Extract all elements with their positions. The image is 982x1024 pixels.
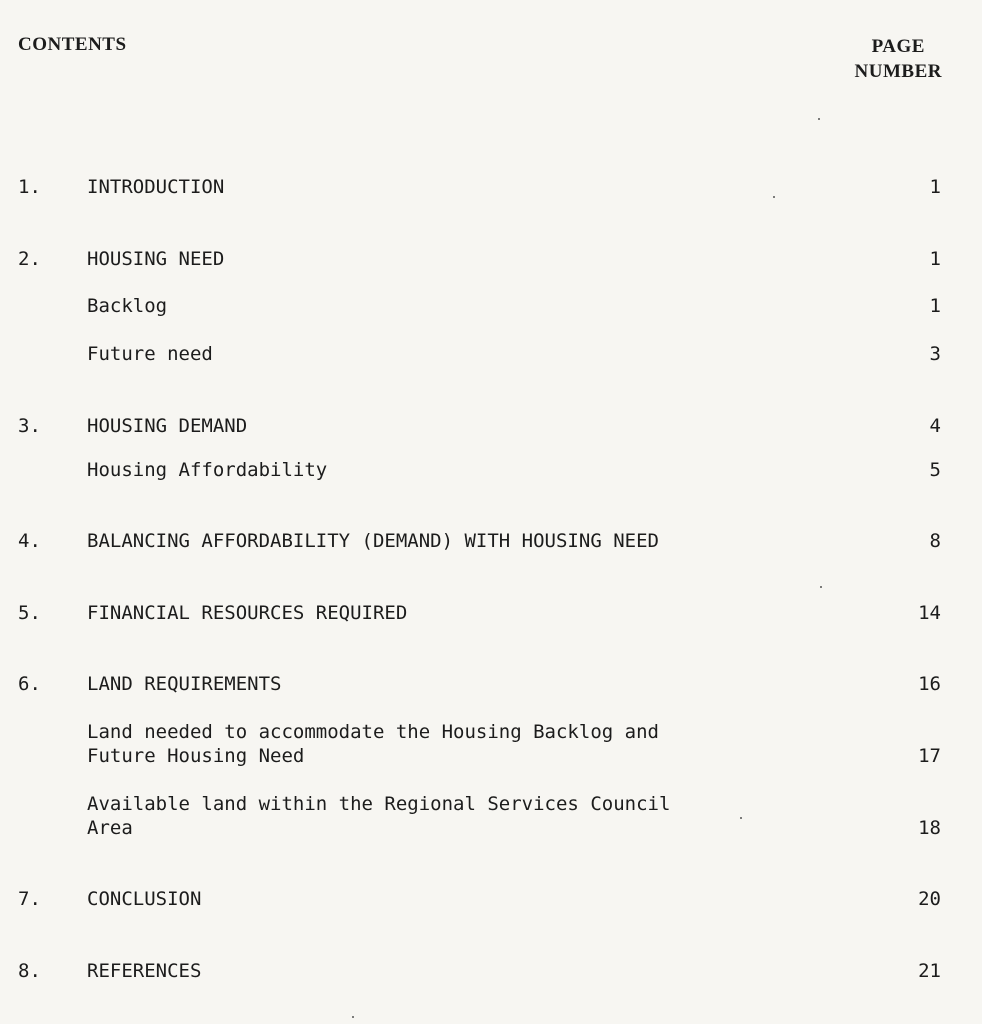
toc-entry-title-line2: Future Housing Need bbox=[87, 745, 305, 767]
toc-entry-page: 1 bbox=[929, 176, 941, 198]
toc-entry-page: 3 bbox=[929, 343, 941, 365]
toc-entry-number: 1. bbox=[18, 176, 41, 198]
scan-speck bbox=[352, 1016, 354, 1018]
toc-entry-title-line1: Land needed to accommodate the Housing Backlog and bbox=[87, 721, 659, 743]
toc-entry-page: 1 bbox=[929, 248, 941, 270]
scan-speck bbox=[820, 586, 822, 588]
toc-entry-page: 4 bbox=[929, 415, 941, 437]
toc-entry-title bbox=[87, 720, 827, 768]
page-number-heading-line1: PAGE bbox=[871, 36, 925, 57]
toc-entry-title: Housing Affordability bbox=[87, 459, 328, 481]
page-number-heading bbox=[855, 34, 942, 84]
scan-speck bbox=[773, 196, 775, 198]
scan-speck bbox=[740, 817, 742, 819]
toc-entry-page: 16 bbox=[918, 673, 941, 695]
toc-entry-page: 1 bbox=[929, 295, 941, 317]
toc-entry-page: 5 bbox=[929, 459, 941, 481]
toc-entry-title-line2: Area bbox=[87, 817, 133, 839]
toc-entry-number: 2. bbox=[18, 248, 41, 270]
scan-speck bbox=[818, 118, 820, 120]
toc-entry-title: CONCLUSION bbox=[87, 888, 202, 910]
toc-entry-title bbox=[87, 792, 827, 840]
toc-entry-title: Backlog bbox=[87, 295, 168, 317]
toc-entry-number: 6. bbox=[18, 673, 41, 695]
contents-heading: CONTENTS bbox=[18, 34, 127, 55]
toc-entry-title: LAND REQUIREMENTS bbox=[87, 673, 282, 695]
toc-entry-page: 21 bbox=[918, 960, 941, 982]
toc-entry-number: 3. bbox=[18, 415, 41, 437]
toc-entry-title: Future need bbox=[87, 343, 213, 365]
toc-entry-title: BALANCING AFFORDABILITY (DEMAND) WITH HOUSING NEED bbox=[87, 530, 659, 552]
toc-entry-page: 20 bbox=[918, 888, 941, 910]
toc-entry-number: 7. bbox=[18, 888, 41, 910]
toc-entry-title-line1: Available land within the Regional Services Council bbox=[87, 793, 671, 815]
toc-entry-title: HOUSING DEMAND bbox=[87, 415, 248, 437]
toc-entry-title: FINANCIAL RESOURCES REQUIRED bbox=[87, 602, 408, 624]
toc-entry-number: 5. bbox=[18, 602, 41, 624]
toc-entry-title: HOUSING NEED bbox=[87, 248, 225, 270]
toc-entry-title: REFERENCES bbox=[87, 960, 202, 982]
page-number-heading-line2: NUMBER bbox=[854, 61, 942, 82]
toc-entry-title: INTRODUCTION bbox=[87, 176, 225, 198]
toc-entry-page: 18 bbox=[918, 817, 941, 839]
toc-entry-page: 14 bbox=[918, 602, 941, 624]
toc-entry-page: 17 bbox=[918, 745, 941, 767]
toc-entry-number: 8. bbox=[18, 960, 41, 982]
toc-entry-number: 4. bbox=[18, 530, 41, 552]
toc-entry-page: 8 bbox=[929, 530, 941, 552]
